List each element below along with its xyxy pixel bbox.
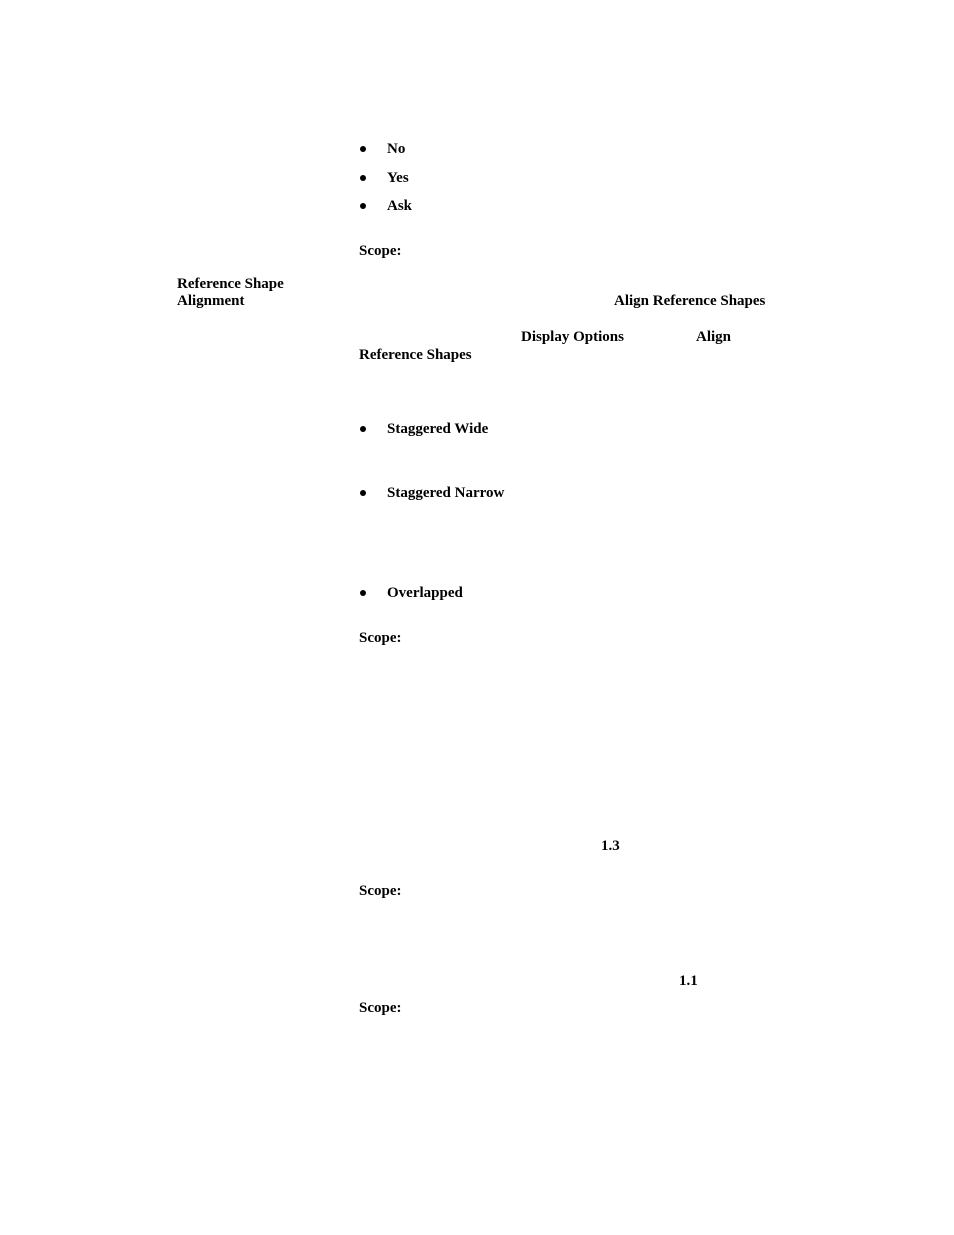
list-item-no: No — [387, 141, 406, 157]
list-item-yes: Yes — [387, 170, 409, 186]
bullet-icon — [360, 590, 366, 596]
section-heading-continued: Alignment — [177, 293, 245, 309]
version-number: 1.3 — [601, 838, 620, 854]
option-staggered-wide: Staggered Wide — [387, 421, 489, 437]
bullet-icon — [360, 146, 366, 152]
option-staggered-narrow: Staggered Narrow — [387, 485, 505, 501]
list-item-ask: Ask — [387, 198, 413, 214]
version-number: 1.1 — [679, 973, 698, 989]
term-align: Align — [696, 329, 732, 345]
scope-label: Scope: — [359, 883, 402, 899]
bullet-icon — [360, 175, 366, 181]
bullet-icon — [360, 426, 366, 432]
option-overlapped: Overlapped — [387, 585, 463, 601]
bullet-icon — [360, 203, 366, 209]
bullet-icon — [360, 490, 366, 496]
term-align-reference-shapes: Align Reference Shapes — [614, 293, 766, 309]
section-heading: Reference Shape — [177, 276, 284, 292]
scope-label: Scope: — [359, 630, 402, 646]
scope-label: Scope: — [359, 243, 402, 259]
term-reference-shapes: Reference Shapes — [359, 347, 472, 363]
scope-label: Scope: — [359, 1000, 402, 1016]
term-display-options: Display Options — [521, 329, 624, 345]
